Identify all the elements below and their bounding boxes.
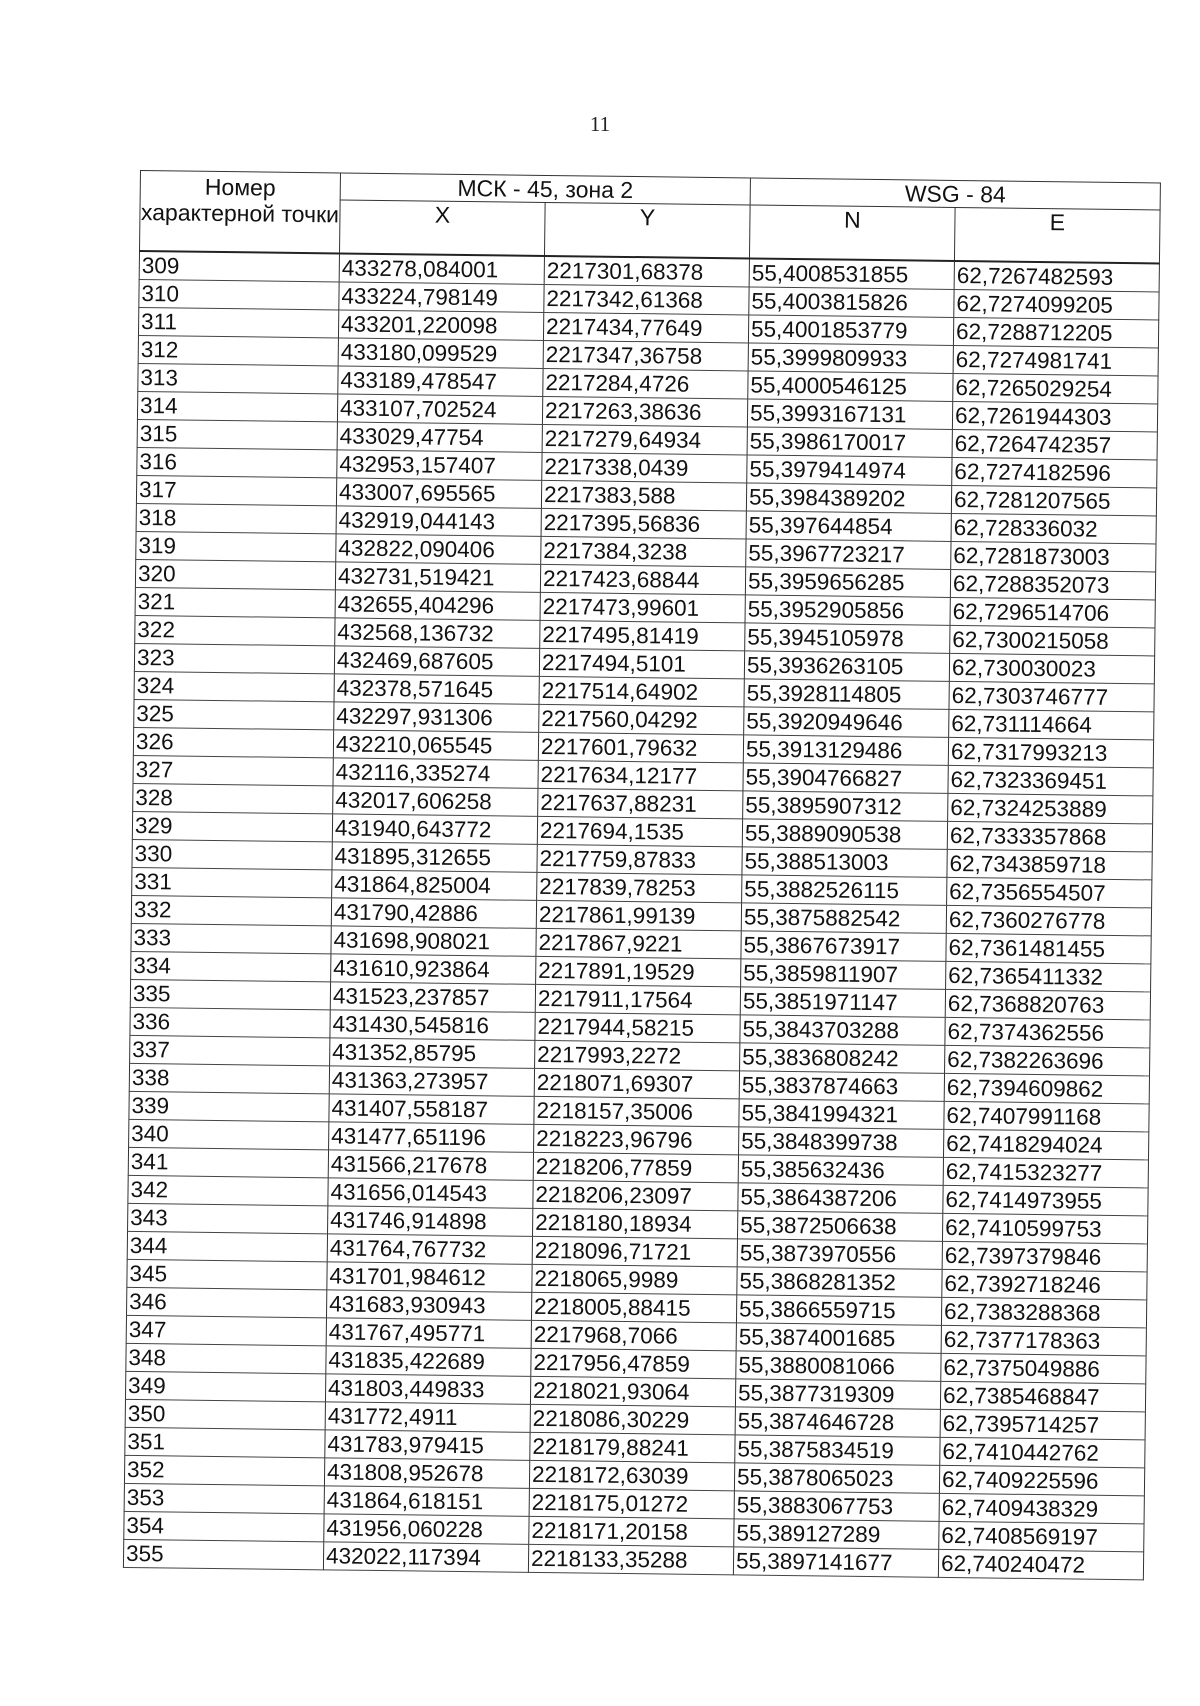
- x-cell: 432297,931306: [334, 702, 539, 733]
- x-cell: 431783,979415: [325, 1430, 530, 1461]
- y-cell: 2217395,56836: [541, 508, 746, 539]
- e-cell: 62,7385468847: [940, 1381, 1145, 1412]
- e-cell: 62,7409225596: [939, 1465, 1144, 1496]
- x-cell: 431430,545816: [330, 1010, 535, 1041]
- table-header: [140, 171, 1161, 264]
- page-number: 11: [589, 112, 611, 136]
- point-number-cell: 354: [124, 1511, 324, 1541]
- x-cell: 433224,798149: [339, 282, 544, 313]
- x-cell: 431698,908021: [331, 926, 536, 957]
- y-cell: 2218065,9989: [532, 1264, 737, 1295]
- point-number-cell: 353: [124, 1483, 324, 1513]
- x-cell: 433107,702524: [337, 394, 542, 425]
- x-cell: 431683,930943: [326, 1290, 531, 1321]
- n-cell: 55,3837874663: [739, 1071, 944, 1102]
- n-cell: 55,3952905856: [745, 595, 950, 626]
- point-number-cell: 338: [129, 1063, 329, 1093]
- point-number-cell: 347: [126, 1315, 326, 1345]
- point-number-cell: 321: [135, 587, 335, 617]
- n-cell: 55,3864387206: [738, 1183, 943, 1214]
- x-cell: 433007,695565: [336, 478, 541, 509]
- x-cell: 432017,606258: [333, 786, 538, 817]
- point-number-cell: 344: [127, 1231, 327, 1261]
- point-number-cell: 316: [137, 447, 337, 477]
- point-number-cell: 322: [135, 615, 335, 645]
- point-number-cell: 343: [128, 1203, 328, 1233]
- e-cell: 62,7323369451: [948, 765, 1153, 796]
- e-cell: 62,7274182596: [952, 457, 1157, 488]
- n-cell: 55,3999809933: [748, 343, 953, 374]
- n-cell: 55,3889090538: [742, 819, 947, 850]
- x-column-header: X: [339, 200, 545, 256]
- coordinates-table: [123, 170, 1161, 1580]
- x-cell: 431772,4911: [325, 1402, 530, 1433]
- n-cell: 55,3836808242: [740, 1043, 945, 1074]
- y-cell: 2218206,77859: [533, 1152, 738, 1183]
- e-cell: 62,7274981741: [953, 345, 1158, 376]
- y-cell: 2218206,23097: [533, 1180, 738, 1211]
- x-cell: 432378,571645: [334, 674, 539, 705]
- x-cell: 433180,099529: [338, 338, 543, 369]
- e-cell: 62,7265029254: [953, 373, 1158, 404]
- point-number-cell: 317: [136, 475, 336, 505]
- x-cell: 432116,335274: [333, 758, 538, 789]
- e-cell: 62,7418294024: [944, 1129, 1149, 1160]
- n-cell: 55,3877319309: [735, 1379, 940, 1410]
- e-column-header: E: [954, 207, 1160, 263]
- x-cell: 433278,084001: [339, 253, 544, 284]
- n-cell: 55,3945105978: [745, 623, 950, 654]
- y-cell: 2217473,99601: [540, 592, 745, 623]
- e-cell: 62,7317993213: [948, 737, 1153, 768]
- y-cell: 2217911,17564: [535, 984, 740, 1015]
- point-number-cell: 345: [127, 1259, 327, 1289]
- x-cell: 431764,767732: [327, 1234, 532, 1265]
- y-cell: 2217839,78253: [537, 872, 742, 903]
- point-number-cell: 318: [136, 503, 336, 533]
- y-cell: 2217867,9221: [536, 928, 741, 959]
- x-cell: 432210,065545: [333, 730, 538, 761]
- y-cell: 2217634,12177: [538, 760, 743, 791]
- n-cell: 55,3878065023: [734, 1463, 939, 1494]
- y-cell: 2217601,79632: [538, 732, 743, 763]
- n-column-header: N: [749, 205, 955, 261]
- n-cell: 55,3851971147: [740, 987, 945, 1018]
- e-cell: 62,7356554507: [947, 877, 1152, 908]
- point-number-cell: 346: [127, 1287, 327, 1317]
- y-cell: 2217993,2272: [535, 1040, 740, 1071]
- x-cell: 431477,651196: [329, 1122, 534, 1153]
- point-number-cell: 348: [126, 1343, 326, 1373]
- x-cell: 432655,404296: [335, 590, 540, 621]
- n-cell: 55,3986170017: [747, 427, 952, 458]
- e-cell: 62,7383288368: [941, 1297, 1146, 1328]
- x-cell: 431864,825004: [332, 870, 537, 901]
- n-cell: 55,3875882542: [741, 903, 946, 934]
- n-cell: 55,3979414974: [747, 455, 952, 486]
- n-cell: 55,3880081066: [736, 1351, 941, 1382]
- x-cell: 431767,495771: [326, 1318, 531, 1349]
- e-cell: 62,7407991168: [944, 1101, 1149, 1132]
- n-cell: 55,3875834519: [735, 1435, 940, 1466]
- e-cell: 62,7410599753: [942, 1213, 1147, 1244]
- y-cell: 2217383,588: [541, 480, 746, 511]
- point-number-cell: 349: [125, 1371, 325, 1401]
- y-cell: 2217384,3238: [541, 536, 746, 567]
- y-cell: 2218172,63039: [529, 1460, 734, 1491]
- y-cell: 2218005,88415: [531, 1292, 736, 1323]
- x-cell: 431808,952678: [324, 1458, 529, 1489]
- x-cell: 431352,85795: [330, 1038, 535, 1069]
- e-cell: 62,7300215058: [950, 625, 1155, 656]
- point-number-cell: 332: [131, 895, 331, 925]
- point-number-cell: 320: [135, 559, 335, 589]
- x-cell: 431610,923864: [331, 954, 536, 985]
- y-cell: 2217279,64934: [542, 424, 747, 455]
- y-cell: 2218021,93064: [530, 1376, 735, 1407]
- e-cell: 62,7394609862: [944, 1073, 1149, 1104]
- n-cell: 55,3904766827: [743, 763, 948, 794]
- n-cell: 55,3936263105: [744, 651, 949, 682]
- y-cell: 2217891,19529: [536, 956, 741, 987]
- x-cell: 432731,519421: [335, 562, 540, 593]
- n-cell: 55,3883067753: [734, 1491, 939, 1522]
- point-number-cell: 330: [132, 839, 332, 869]
- x-cell: 433189,478547: [338, 366, 543, 397]
- point-number-cell: 313: [138, 363, 338, 393]
- n-cell: 55,3993167131: [747, 399, 952, 430]
- x-cell: 431407,558187: [329, 1094, 534, 1125]
- point-number-cell: 310: [139, 279, 339, 309]
- point-number-cell: 325: [134, 699, 334, 729]
- y-cell: 2217434,77649: [543, 312, 748, 343]
- e-cell: 62,7360276778: [946, 905, 1151, 936]
- y-cell: 2218180,18934: [533, 1208, 738, 1239]
- point-number-cell: 333: [131, 923, 331, 953]
- e-cell: 62,7281873003: [951, 541, 1156, 572]
- n-cell: 55,3872506638: [738, 1211, 943, 1242]
- y-cell: 2218071,69307: [534, 1068, 739, 1099]
- e-cell: 62,7377178363: [941, 1325, 1146, 1356]
- e-cell: 62,7281207565: [951, 485, 1156, 516]
- table-body: [123, 251, 1159, 1580]
- y-cell: 2218223,96796: [534, 1124, 739, 1155]
- n-cell: 55,3928114805: [744, 679, 949, 710]
- e-cell: 62,7395714257: [940, 1409, 1145, 1440]
- point-number-cell: 331: [132, 867, 332, 897]
- e-cell: 62,7397379846: [942, 1241, 1147, 1272]
- x-cell: 431566,217678: [328, 1150, 533, 1181]
- point-number-cell: 319: [136, 531, 336, 561]
- n-cell: 55,3859811907: [741, 959, 946, 990]
- x-cell: 433029,47754: [337, 422, 542, 453]
- e-cell: 62,7382263696: [945, 1045, 1150, 1076]
- x-cell: 431864,618151: [324, 1486, 529, 1517]
- x-cell: 431701,984612: [327, 1262, 532, 1293]
- e-cell: 62,740240472: [938, 1549, 1143, 1580]
- point-number-cell: 336: [130, 1007, 330, 1037]
- x-cell: 431956,060228: [324, 1514, 529, 1545]
- n-cell: 55,4003815826: [749, 287, 954, 318]
- point-number-cell: 309: [139, 251, 339, 282]
- point-number-cell: 337: [130, 1035, 330, 1065]
- e-cell: 62,7365411332: [946, 961, 1151, 992]
- e-cell: 62,7274099205: [954, 289, 1159, 320]
- y-cell: 2217560,04292: [539, 704, 744, 735]
- e-cell: 62,7343859718: [947, 849, 1152, 880]
- e-cell: 62,7410442762: [940, 1437, 1145, 1468]
- point-number-cell: 326: [133, 727, 333, 757]
- point-number-cell: 328: [133, 783, 333, 813]
- x-cell: 431363,273957: [329, 1066, 534, 1097]
- n-cell: 55,3841994321: [739, 1099, 944, 1130]
- y-cell: 2217263,38636: [542, 396, 747, 427]
- y-cell: 2218157,35006: [534, 1096, 739, 1127]
- y-cell: 2217284,4726: [543, 368, 748, 399]
- x-cell: 432822,090406: [336, 534, 541, 565]
- x-cell: 431790,42886: [331, 898, 536, 929]
- point-number-cell: 340: [129, 1119, 329, 1149]
- e-cell: 62,731114664: [949, 709, 1154, 740]
- y-cell: 2218171,20158: [529, 1516, 734, 1547]
- y-column-header: Y: [544, 202, 750, 258]
- n-cell: 55,3920949646: [744, 707, 949, 738]
- x-cell: 432953,157407: [337, 450, 542, 481]
- n-cell: 55,4000546125: [748, 371, 953, 402]
- n-cell: 55,3984389202: [746, 483, 951, 514]
- y-cell: 2217342,61368: [544, 284, 749, 315]
- point-number-cell: 335: [130, 979, 330, 1009]
- x-cell: 431940,643772: [332, 814, 537, 845]
- point-number-cell: 324: [134, 671, 334, 701]
- n-cell: 55,3959656285: [745, 567, 950, 598]
- x-cell: 432022,117394: [323, 1542, 528, 1573]
- x-cell: 431803,449833: [325, 1374, 530, 1405]
- point-number-cell: 323: [134, 643, 334, 673]
- n-cell: 55,3874001685: [736, 1323, 941, 1354]
- e-cell: 62,7288712205: [953, 317, 1158, 348]
- e-cell: 62,7288352073: [950, 569, 1155, 600]
- n-cell: 55,3882526115: [742, 875, 947, 906]
- e-cell: 62,7261944303: [952, 401, 1157, 432]
- n-cell: 55,3848399738: [739, 1127, 944, 1158]
- e-cell: 62,7415323277: [943, 1157, 1148, 1188]
- y-cell: 2218179,88241: [530, 1432, 735, 1463]
- e-cell: 62,728336032: [951, 513, 1156, 544]
- e-cell: 62,7296514706: [950, 597, 1155, 628]
- wsg-group-header: WSG - 84: [750, 178, 1160, 210]
- n-cell: 55,3866559715: [736, 1295, 941, 1326]
- y-cell: 2217637,88231: [538, 788, 743, 819]
- y-cell: 2217861,99139: [536, 900, 741, 931]
- point-number-cell: 355: [123, 1539, 323, 1569]
- point-number-cell: 327: [133, 755, 333, 785]
- y-cell: 2218096,71721: [532, 1236, 737, 1267]
- point-number-cell: 314: [137, 391, 337, 421]
- n-cell: 55,3874646728: [735, 1407, 940, 1438]
- point-number-cell: 312: [138, 335, 338, 365]
- n-cell: 55,3843703288: [740, 1015, 945, 1046]
- y-cell: 2218133,35288: [528, 1544, 733, 1575]
- e-cell: 62,7361481455: [946, 933, 1151, 964]
- point-number-cell: 334: [131, 951, 331, 981]
- n-cell: 55,388513003: [742, 847, 947, 878]
- y-cell: 2217347,36758: [543, 340, 748, 371]
- e-cell: 62,7264742357: [952, 429, 1157, 460]
- point-number-cell: 352: [124, 1455, 324, 1485]
- e-cell: 62,7368820763: [945, 989, 1150, 1020]
- x-cell: 431523,237857: [330, 982, 535, 1013]
- y-cell: 2217338,0439: [542, 452, 747, 483]
- n-cell: 55,4001853779: [748, 315, 953, 346]
- point-number-cell: 311: [138, 307, 338, 337]
- y-cell: 2217956,47859: [531, 1348, 736, 1379]
- e-cell: 62,7375049886: [941, 1353, 1146, 1384]
- y-cell: 2217759,87833: [537, 844, 742, 875]
- n-cell: 55,385632436: [738, 1155, 943, 1186]
- e-cell: 62,7414973955: [943, 1185, 1148, 1216]
- e-cell: 62,7392718246: [942, 1269, 1147, 1300]
- x-cell: 433201,220098: [338, 310, 543, 341]
- y-cell: 2217694,1535: [537, 816, 742, 847]
- point-number-cell: 342: [128, 1175, 328, 1205]
- n-cell: 55,3868281352: [737, 1267, 942, 1298]
- point-number-header: Номер характерной точки: [140, 171, 341, 254]
- n-cell: 55,3895907312: [743, 791, 948, 822]
- x-cell: 431895,312655: [332, 842, 537, 873]
- msk-group-header: МСК - 45, зона 2: [340, 173, 750, 205]
- e-cell: 62,7333357868: [947, 821, 1152, 852]
- point-number-cell: 329: [132, 811, 332, 841]
- e-cell: 62,730030023: [949, 653, 1154, 684]
- y-cell: 2217423,68844: [540, 564, 745, 595]
- n-cell: 55,4008531855: [749, 258, 954, 289]
- y-cell: 2218086,30229: [530, 1404, 735, 1435]
- e-cell: 62,7267482593: [954, 261, 1159, 292]
- n-cell: 55,3913129486: [743, 735, 948, 766]
- n-cell: 55,3867673917: [741, 931, 946, 962]
- n-cell: 55,3967723217: [746, 539, 951, 570]
- x-cell: 431835,422689: [326, 1346, 531, 1377]
- x-cell: 432568,136732: [335, 618, 540, 649]
- e-cell: 62,7409438329: [939, 1493, 1144, 1524]
- point-number-cell: 351: [125, 1427, 325, 1457]
- x-cell: 431746,914898: [328, 1206, 533, 1237]
- x-cell: 431656,014543: [328, 1178, 533, 1209]
- y-cell: 2217968,7066: [531, 1320, 736, 1351]
- y-cell: 2218175,01272: [529, 1488, 734, 1519]
- e-cell: 62,7324253889: [948, 793, 1153, 824]
- y-cell: 2217301,68378: [544, 256, 749, 287]
- y-cell: 2217494,5101: [539, 648, 744, 679]
- n-cell: 55,3897141677: [733, 1547, 938, 1578]
- n-cell: 55,3873970556: [737, 1239, 942, 1270]
- y-cell: 2217514,64902: [539, 676, 744, 707]
- y-cell: 2217495,81419: [540, 620, 745, 651]
- x-cell: 432469,687605: [334, 646, 539, 677]
- e-cell: 62,7374362556: [945, 1017, 1150, 1048]
- point-number-cell: 339: [129, 1091, 329, 1121]
- e-cell: 62,7408569197: [939, 1521, 1144, 1552]
- x-cell: 432919,044143: [336, 506, 541, 537]
- n-cell: 55,389127289: [734, 1519, 939, 1550]
- y-cell: 2217944,58215: [535, 1012, 740, 1043]
- e-cell: 62,7303746777: [949, 681, 1154, 712]
- point-number-cell: 341: [128, 1147, 328, 1177]
- n-cell: 55,397644854: [746, 511, 951, 542]
- point-number-cell: 350: [125, 1399, 325, 1429]
- point-number-cell: 315: [137, 419, 337, 449]
